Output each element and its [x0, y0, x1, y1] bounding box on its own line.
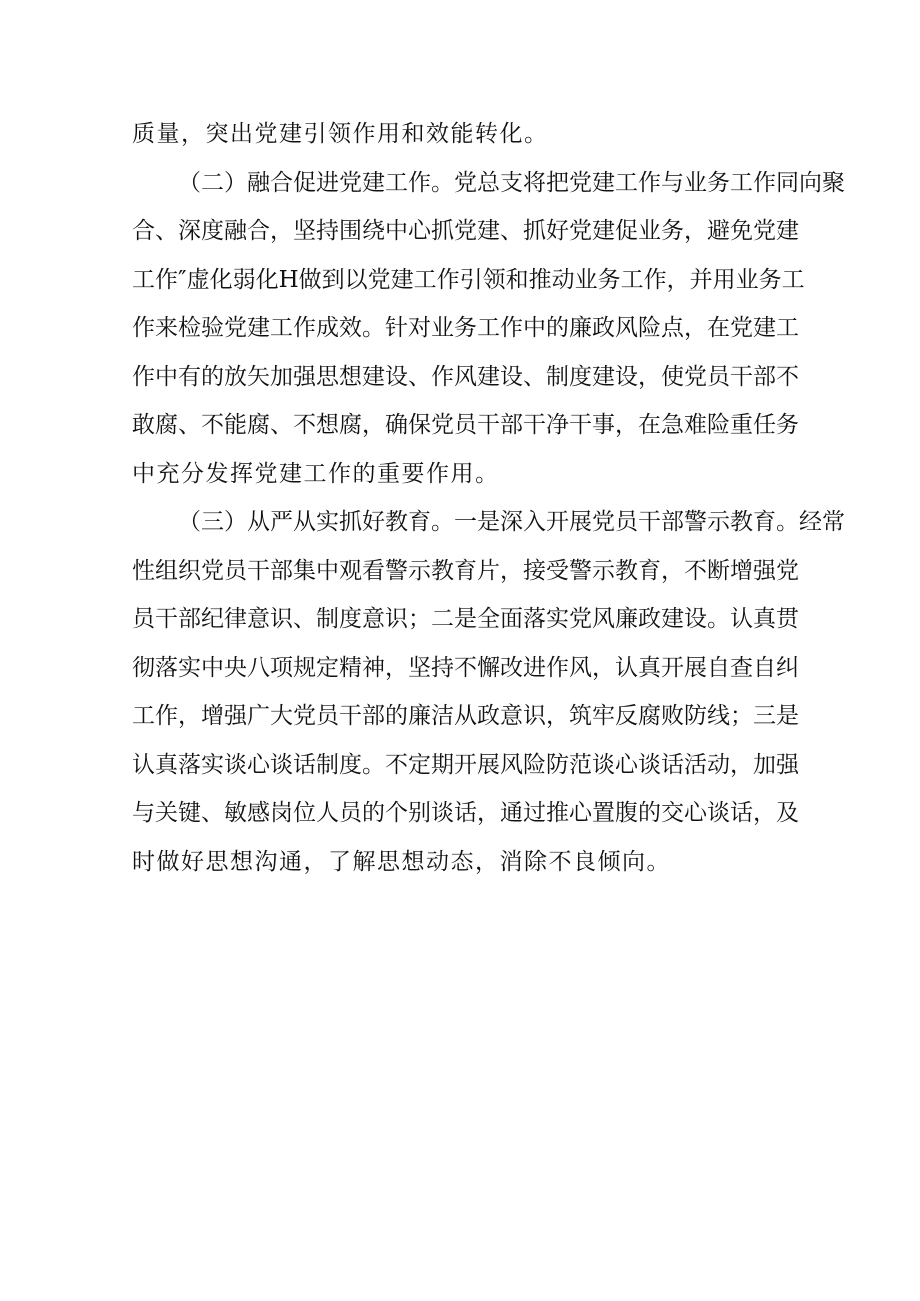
text-line: 工作，增强广大党员干部的廉洁从政意识，筑牢反腐败防线；三是 — [132, 703, 799, 729]
text-line: 敢腐、不能腐、不想腐，确保党员干部干净干事，在急难险重任务 — [132, 412, 799, 438]
text-line: 质量，突出党建引领作用和效能转化。 — [132, 121, 549, 147]
text-line: 性组织党员干部集中观看警示教育片，接受警示教育，不断增强党 — [132, 557, 799, 584]
text-line: 作中有的放矢加强思想建设、作风建设、制度建设，使党员干部不 — [132, 363, 799, 390]
text-line: 工作″虚化弱化H做到以党建工作引领和推动业务工作，并用业务工 — [132, 266, 805, 293]
paragraph-1 — [132, 110, 772, 159]
paragraph-2 — [132, 159, 845, 499]
text-line: 时做好思想沟通，了解思想动态，消除不良倾向。 — [132, 848, 671, 875]
text-line: 与关键、敏感岗位人员的个别谈话，通过推心置腹的交心谈话，及 — [132, 800, 799, 826]
text-line: 员干部纪律意识、制度意识；二是全面落实党风廉政建设。认真贯 — [132, 606, 799, 632]
text-line: 作来检验党建工作成效。针对业务工作中的廉政风险点，在党建工 — [132, 315, 799, 341]
document-body — [132, 110, 845, 886]
paragraph-3 — [132, 498, 845, 886]
text-line: 认真落实谈心谈话制度。不定期开展风险防范谈心谈话活动，加强 — [132, 751, 799, 778]
text-line: （三）从严从实抓好教育。一是深入开展党员干部警示教育。经常 — [178, 509, 845, 535]
text-line: 中充分发挥党建工作的重要作用。 — [132, 460, 500, 487]
text-line: 合、深度融合，坚持围绕中心抓党建、抓好党建促业务，避免党建 — [132, 218, 799, 244]
text-line: 彻落实中央八项规定精神，坚持不懈改进作风，认真开展自查自纠 — [132, 654, 799, 681]
text-line: （二）融合促进党建工作。党总支将把党建工作与业务工作同向聚 — [178, 169, 845, 196]
